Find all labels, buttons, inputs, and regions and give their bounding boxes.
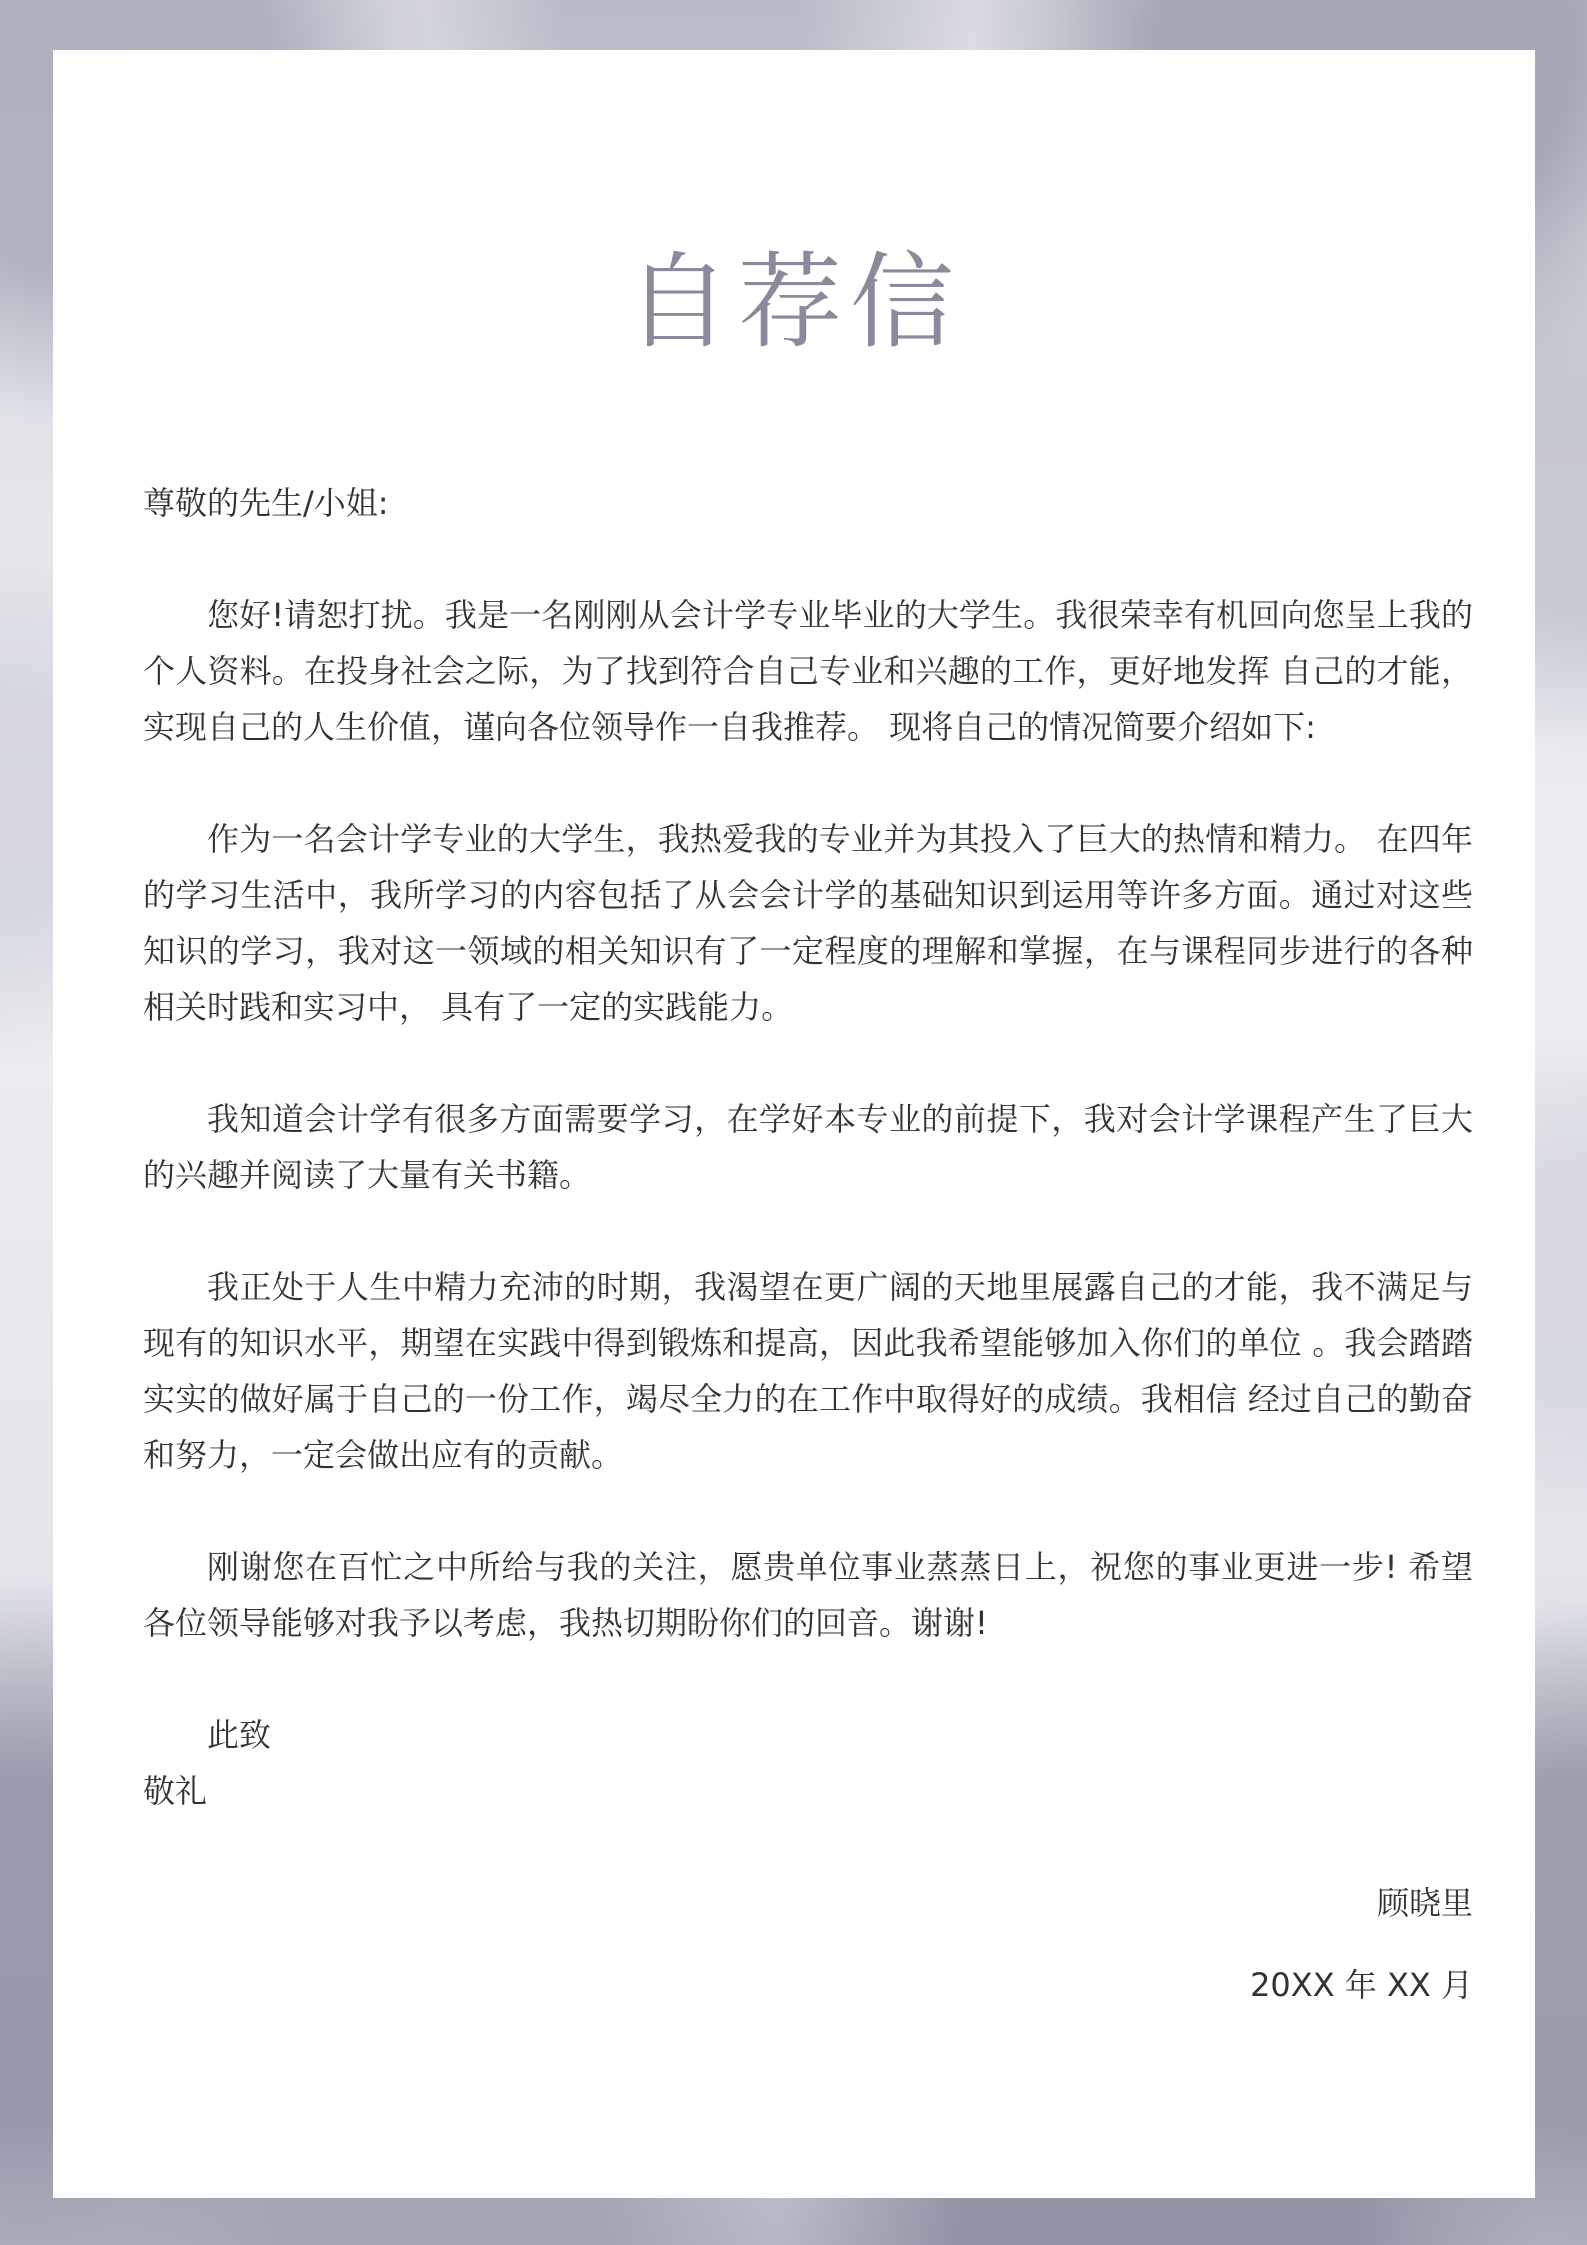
closing-line-2: 敬礼 bbox=[143, 1772, 208, 1810]
paragraph-greeting: 您好!请恕打扰。我是一名刚刚从会计学专业毕业的大学生。我很荣幸有机回向您呈上我的个人资料。在投身社会之际，为了找到符合自己专业和兴趣的工作，更好地发挥 自己的才能，实现自己的人生价值，谨向各位领导作一自我推荐。 现将自己的情况简要介绍如下: bbox=[143, 596, 1473, 746]
paragraph-aspiration: 我正处于人生中精力充沛的时期，我渴望在更广阔的天地里展露自己的才能，我不满足与现有的知识水平，期望在实践中得到锻炼和提高，因此我希望能够加入你们的单位 。我会踏踏实实的做好属于自己的一份工作，竭尽全力的在工作中取得好的成绩。我相信 经过自己的勤奋和努力，一定会做出应有的贡献。 bbox=[143, 1268, 1473, 1474]
paragraph-major: 作为一名会计学专业的大学生，我热爱我的专业并为其投入了巨大的热情和精力。 在四年的学习生活中，我所学习的内容包括了从会会计学的基础知识到运用等许多方面。通过对这些知识的学习，我对这一领域的相关知识有了一定程度的理解和掌握，在与课程同步进行的各种相关时践和实习中， 具有了一定的实践能力。 bbox=[143, 820, 1473, 1026]
paragraph-thanks: 刚谢您在百忙之中所给与我的关注，愿贵单位事业蒸蒸日上，祝您的事业更进一步! 希望各位领导能够对我予以考虑，我热切期盼你们的回音。谢谢! bbox=[143, 1548, 1473, 1642]
signature-date: 20XX 年 XX 月 bbox=[1250, 1966, 1473, 2004]
closing-line-1: 此致 bbox=[207, 1716, 272, 1754]
letter-body bbox=[143, 475, 1473, 2013]
paragraph-interest: 我知道会计学有很多方面需要学习，在学好本专业的前提下，我对会计学课程产生了巨大的兴趣并阅读了大量有关书籍。 bbox=[143, 1100, 1473, 1194]
letter-page bbox=[53, 50, 1535, 2198]
salutation: 尊敬的先生/小姐: bbox=[143, 484, 389, 522]
letter-title: 自荐信 bbox=[625, 241, 962, 363]
signature-name: 顾晓里 bbox=[1376, 1884, 1473, 1922]
